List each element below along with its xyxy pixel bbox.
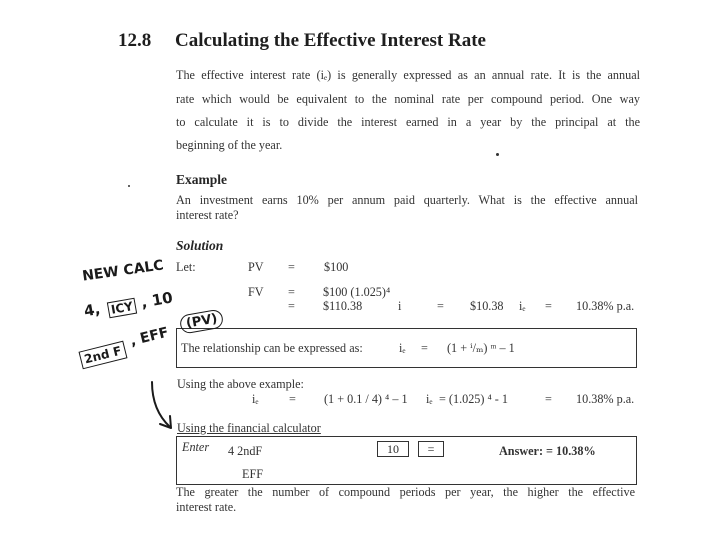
handwritten-10: , 10: [139, 288, 175, 312]
using-example-equals: =: [289, 392, 296, 406]
calculator-enter-label: Enter: [182, 440, 210, 454]
key-10: 10: [377, 441, 409, 457]
using-example-formula: (1 + 0.1 / 4) ⁴ – 1: [324, 392, 408, 406]
pv-equals: =: [288, 260, 295, 274]
let-label: Let:: [176, 260, 196, 274]
relationship-box: [176, 328, 637, 368]
fv-label: FV: [248, 285, 264, 299]
calculator-eff: EFF: [242, 467, 264, 481]
handwritten-4: 4,: [82, 299, 102, 321]
fv-line-2: $110.38: [323, 299, 363, 313]
speck: [496, 153, 499, 156]
intro-line-2: rate which would be equivalent to the nominal rate per compound period. One way: [176, 92, 640, 106]
relationship-equals: =: [421, 341, 428, 355]
handwritten-arrow-icon: [140, 380, 190, 440]
pv-value: $100: [324, 260, 349, 274]
example-heading: Example: [176, 172, 228, 187]
calculator-keys: 4 2ndF: [228, 444, 263, 458]
using-example-ie-2: iₑ: [426, 392, 433, 406]
section-number: 12.8: [118, 30, 152, 51]
i-label: i: [398, 299, 402, 313]
calculator-box: [176, 436, 637, 485]
calculator-answer: Answer: = 10.38%: [499, 444, 596, 458]
speck: [128, 185, 130, 187]
using-example-text: Using the above example:: [177, 377, 304, 391]
handwritten-eff: , EFF: [128, 324, 171, 350]
section-title: Calculating the Effective Interest Rate: [175, 30, 486, 51]
fv-line-1: $100 (1.025)⁴: [323, 285, 391, 299]
intro-line-4: beginning of the year.: [176, 138, 283, 152]
conclusion-line-2: interest rate.: [176, 500, 237, 514]
i-equals: =: [437, 299, 444, 313]
key-equals: =: [418, 441, 444, 457]
using-example-ie: iₑ: [252, 392, 259, 406]
handwritten-new-calc: NEW CALC: [81, 257, 165, 285]
using-example-formula-2: = (1.025) ⁴ - 1: [439, 392, 509, 406]
ie-equals: =: [545, 299, 552, 313]
ie-label: iₑ: [519, 299, 526, 313]
relationship-formula: (1 + ⁱ/ₘ) ᵐ – 1: [447, 341, 515, 355]
handwritten-2ndf-key: 2nd F: [79, 341, 128, 370]
intro-line-3: to calculate it is to divide the interest earned in a year by the principal at the: [176, 115, 640, 129]
handwritten-icy-key: ICY: [107, 298, 137, 319]
fv-equals: =: [288, 285, 295, 299]
using-example-result: 10.38% p.a.: [576, 392, 635, 406]
intro-line-1: The effective interest rate (iₑ) is generally expressed as an annual rate. It is the annual: [176, 68, 640, 82]
pv-label: PV: [248, 260, 264, 274]
handwritten-pv: (PV): [179, 308, 225, 334]
example-line-1: An investment earns 10% per annum paid quarterly. What is the effective annual: [176, 193, 638, 207]
using-example-equals-2: =: [545, 392, 552, 406]
solution-heading: Solution: [176, 238, 224, 253]
fv-equals-2: =: [288, 299, 295, 313]
i-value: $10.38: [470, 299, 504, 313]
ie-value: 10.38% p.a.: [576, 299, 635, 313]
conclusion-line-1: The greater the number of compound periods per year, the higher the effective: [176, 485, 635, 499]
relationship-text: The relationship can be expressed as:: [181, 341, 363, 355]
example-line-2: interest rate?: [176, 208, 239, 222]
relationship-ie: iₑ: [399, 341, 406, 355]
calculator-heading: Using the financial calculator: [177, 421, 321, 435]
